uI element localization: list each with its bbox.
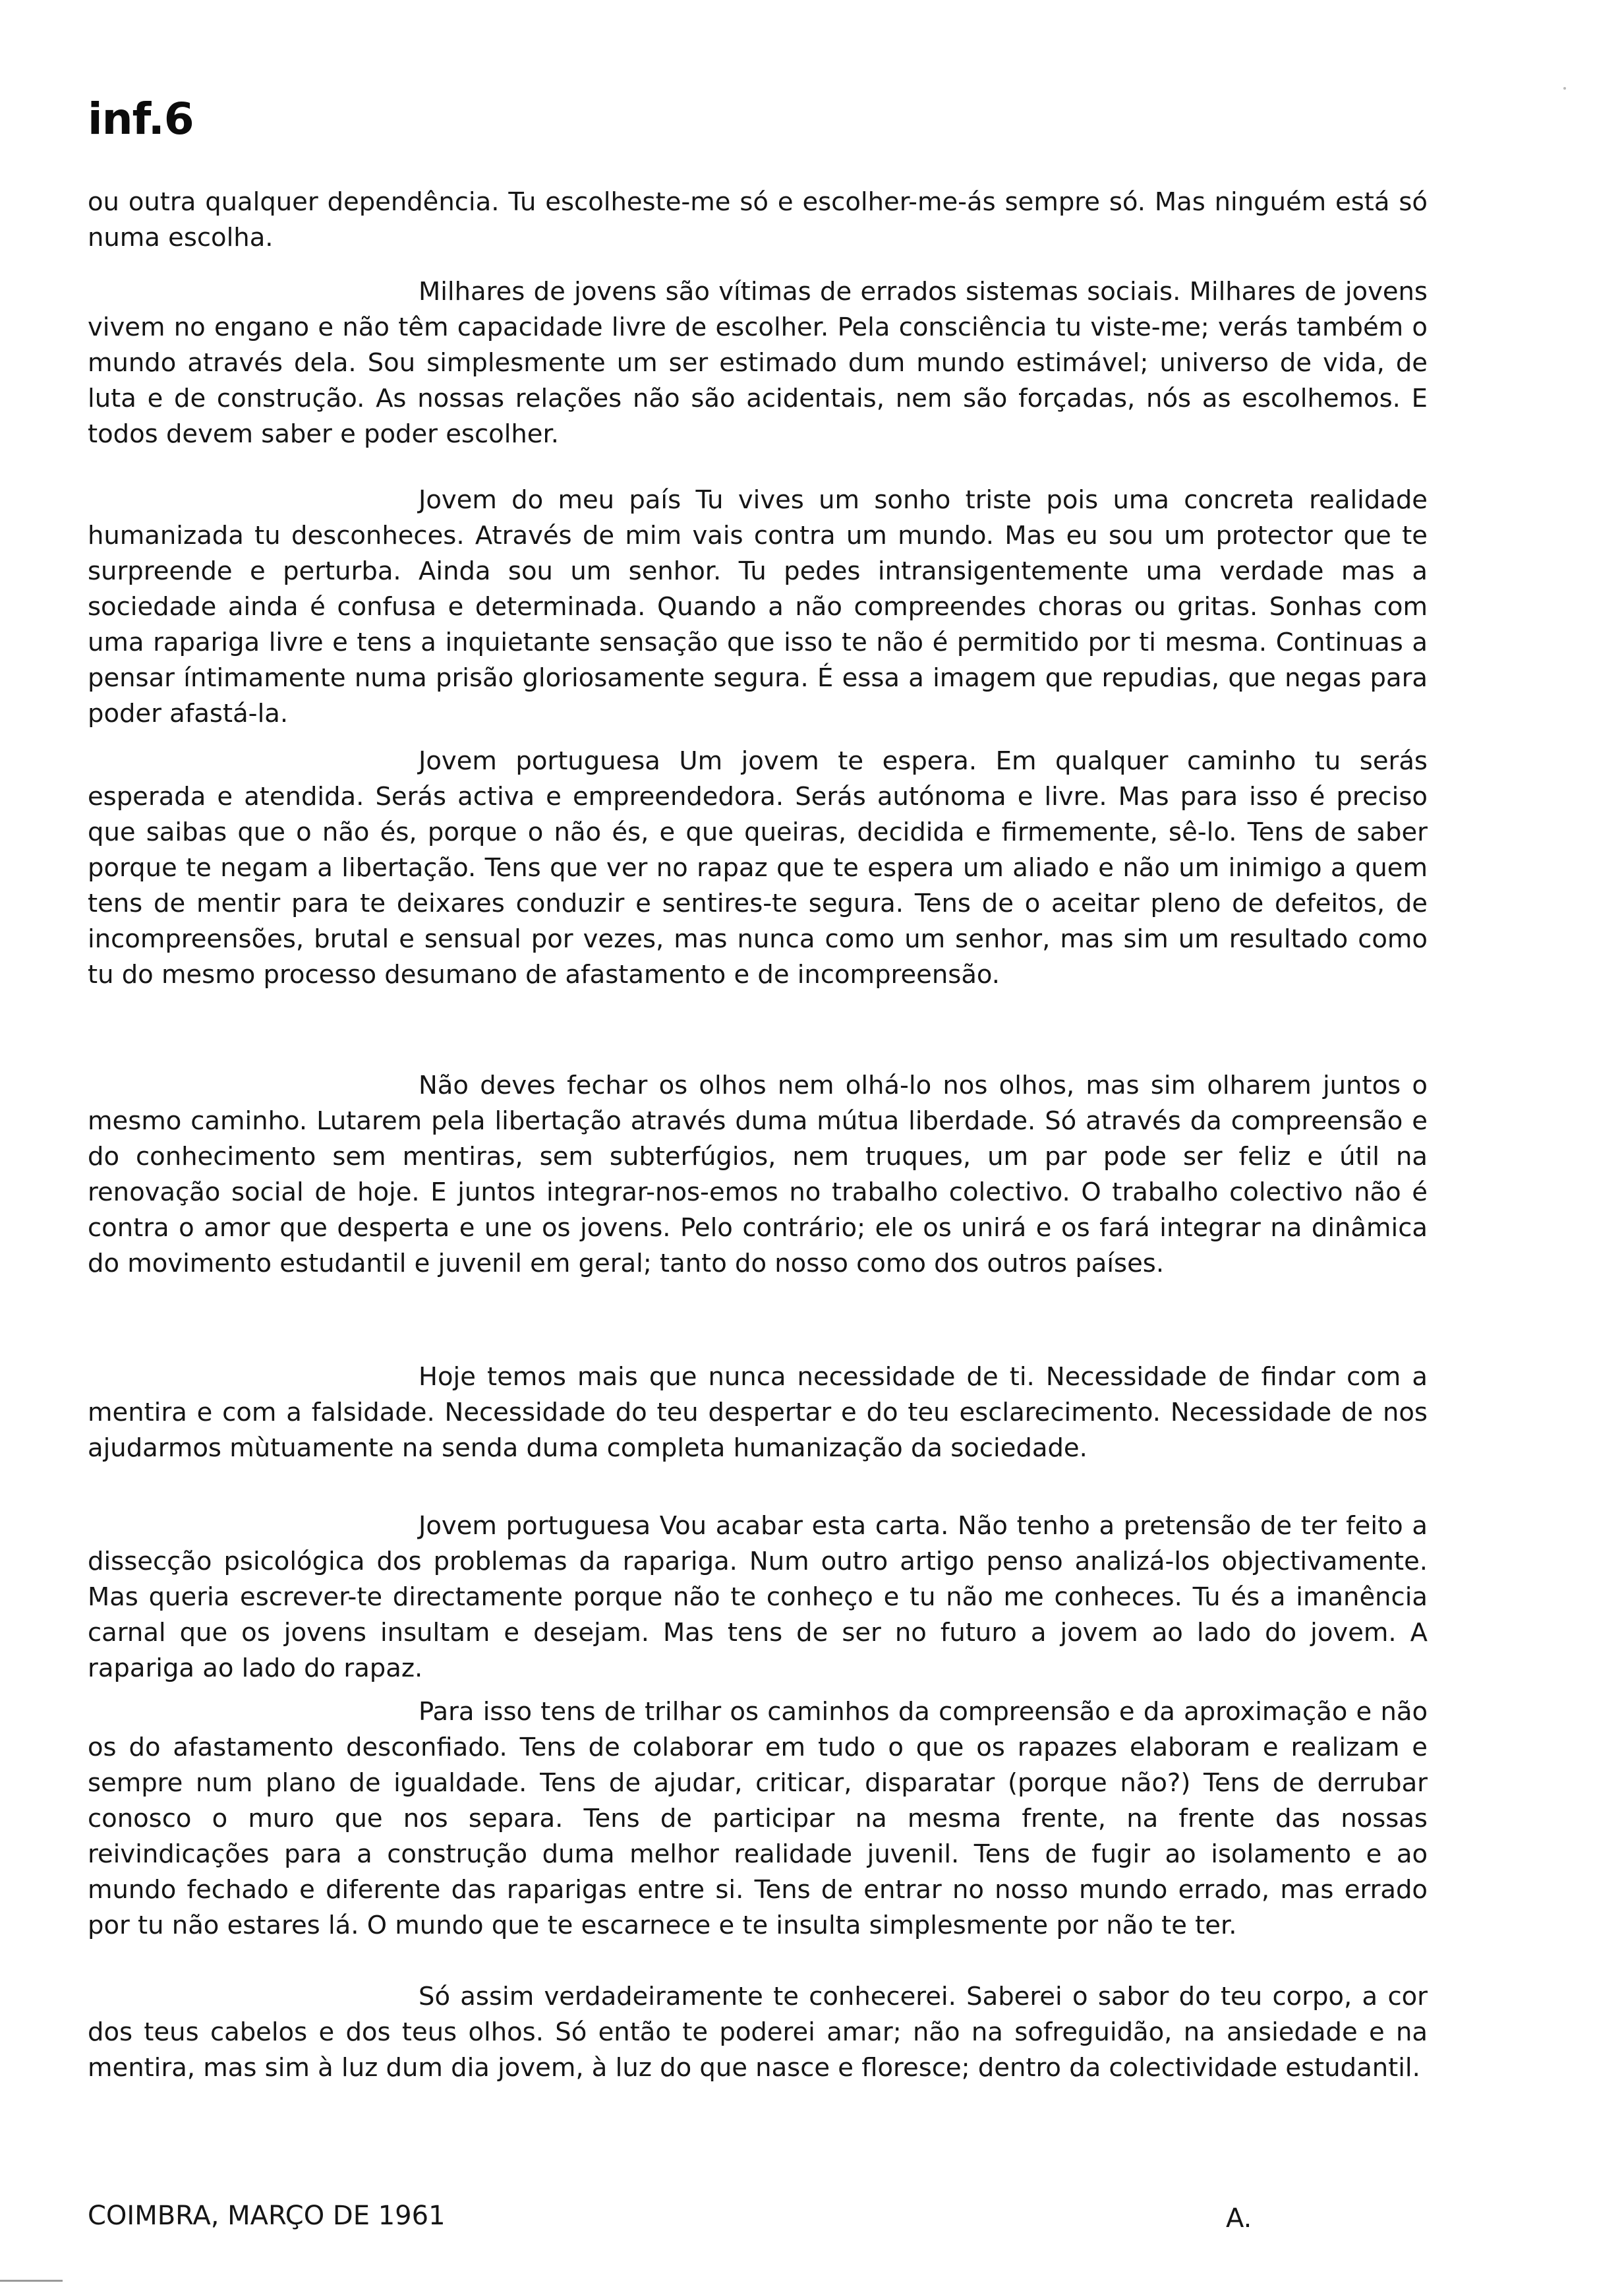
paragraph: Não deves fechar os olhos nem olhá-lo nos olhos, mas sim olharem juntos o mesmo caminho. Lutarem pela libertação através duma mútua liberdade. Só através da compreensão e do conhecimento sem mentiras, sem subterfúgios, nem truques, um par pode ser feliz e útil na renovação social de hoje. E juntos integrar-nos-emos no trabalho colectivo. O trabalho colectivo não é contra o amor que desperta e une os jovens. Pelo contrário; ele os unirá e os fará integrar na dinâmica do movimento estudantil e juvenil em geral; tanto do nosso como dos outros países. <box>88 1071 1428 1278</box>
scan-edge-line <box>0 2280 63 2282</box>
paragraph-continuation: ou outra qualquer dependência. Tu escolheste-me só e escolher-me-ás sempre só. Mas ninguém está só numa escolha. <box>88 187 1428 253</box>
paragraph: Para isso tens de trilhar os caminhos da compreensão e da aproximação e não os do afastamento desconfiado. Tens de colaborar em tudo o que os rapazes elaboram e realizam e sempre num plano de igualdade. Tens de ajudar, criticar, disparatar (porque não?) Tens de derrubar conosco o muro que nos separa. Tens de participar na mesma frente, na frente das nossas reivindicações para a construção duma melhor realidade juvenil. Tens de fugir ao isolamento e ao mundo fechado e diferente das raparigas entre si. Tens de entrar no nosso mundo errado, mas errado por tu não estares lá. O mundo que te escarnece e te insulta simplesmente por não te ter. <box>88 1697 1428 1940</box>
paragraph: Só assim verdadeiramente te conhecerei. Saberei o sabor do teu corpo, a cor dos teus cabelos e dos teus olhos. Só então te poderei amar; não na sofreguidão, na ansiedade e na mentira, mas sim à luz dum dia jovem, à luz do que nasce e floresce; dentro da colectividade estudantil. <box>88 1982 1428 2083</box>
paragraph: Milhares de jovens são vítimas de errados sistemas sociais. Milhares de jovens vivem no engano e não têm capacidade livre de escolher. Pela consciência tu viste-me; verás também o mundo através dela. Sou simplesmente um ser estimado dum mundo estimável; universo de vida, de luta e de construção. As nossas relações não são acidentais, nem são forçadas, nós as escolhemos. E todos devem saber e poder escolher. <box>88 277 1428 449</box>
paragraph: Jovem portuguesa Um jovem te espera. Em qualquer caminho tu serás esperada e atendida. Serás activa e empreendedora. Serás autónoma e livre. Mas para isso é preciso que saibas que o não és, porque o não és, e que queiras, decidida e firmemente, sê-lo. Tens de saber porque te negam a libertação. Tens que ver no rapaz que te espera um aliado e não um inimigo a quem tens de mentir para te deixares conduzir e sentires-te segura. Tens de o aceitar pleno de defeitos, de incompreensões, brutal e sensual por vezes, mas nunca como um senhor, mas sim um resultado como tu do mesmo processo desumano de afastamento e de incompreensão. <box>88 746 1428 990</box>
paragraph: Hoje temos mais que nunca necessidade de ti. Necessidade de findar com a mentira e com a falsidade. Necessidade do teu despertar e do teu esclarecimento. Necessidade de nos ajudarmos mùtuamente na senda duma completa humanização da sociedade. <box>88 1362 1428 1463</box>
paper-speck <box>1563 87 1566 90</box>
paragraph: Jovem portuguesa Vou acabar esta carta. Não tenho a pretensão de ter feito a dissecção psicológica dos problemas da rapariga. Num outro artigo penso analizá-los objectivamente. Mas queria escrever-te directamente porque não te conheço e tu não me conheces. Tu és a imanência carnal que os jovens insultam e desejam. Mas tens de ser no futuro a jovem ao lado do jovem. A rapariga ao lado do rapaz. <box>88 1511 1428 1683</box>
paragraph: Jovem do meu país Tu vives um sonho triste pois uma concreta realidade humanizada tu desconheces. Através de mim vais contra um mundo. Mas eu sou um protector que te surpreende e perturba. Ainda sou um senhor. Tu pedes intransigentemente uma verdade mas a sociedade ainda é confusa e determinada. Quando a não compreendes choras ou gritas. Sonhas com uma rapariga livre e tens a inquietante sensação que isso te não é permitido por ti mesma. Continuas a pensar íntimamente numa prisão gloriosamente segura. É essa a imagem que repudias, que negas para poder afastá-la. <box>88 485 1428 728</box>
place-and-date: COIMBRA, MARÇO DE 1961 <box>88 2201 446 2231</box>
page-title: inf.6 <box>88 94 194 144</box>
signature: A. <box>1226 2203 1252 2234</box>
